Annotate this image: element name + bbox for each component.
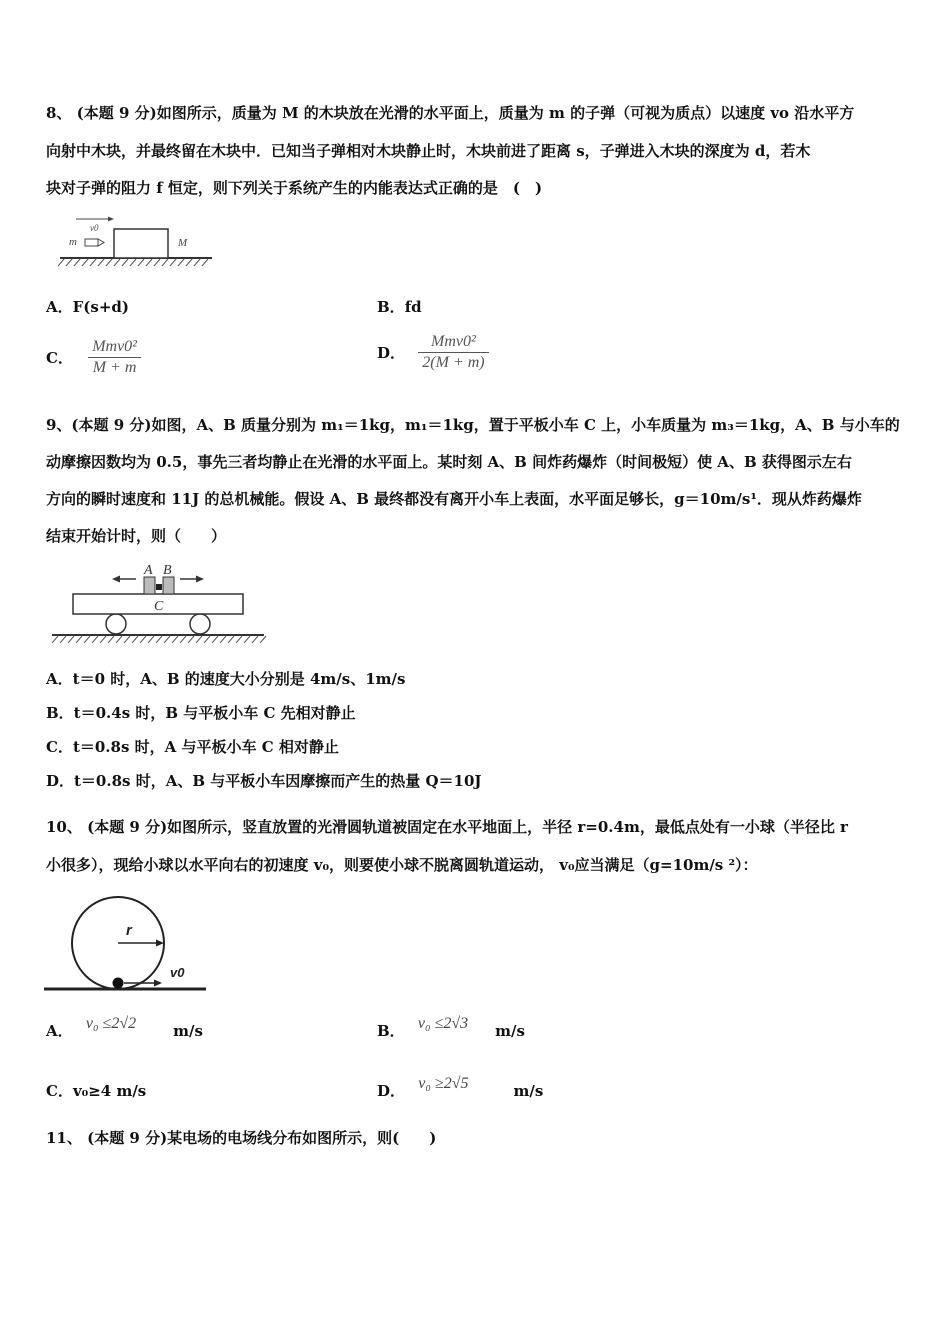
q8-option-a[interactable] <box>46 296 129 317</box>
q9-fig-c-label: C <box>154 599 164 614</box>
q10-option-b-unit: m/s <box>495 1022 525 1040</box>
q10-option-d-label: D． <box>377 1082 406 1100</box>
q10-option-a-math: v₀ ≤2√2 <box>85 1015 137 1032</box>
q8-line-3: 块对子弹的阻力 f 恒定，则下列关于系统产生的内能表达式正确的是 ( ) <box>46 179 543 197</box>
q9-fig-b-label: B <box>163 563 172 578</box>
bullet <box>85 239 98 246</box>
q10-option-a-unit: m/s <box>173 1022 203 1040</box>
q8-option-d-fraction <box>418 332 488 373</box>
q8-fig-m-label: m <box>69 236 77 248</box>
q10-option-d-math: v₀ ≥2√5 <box>418 1075 469 1092</box>
cart-wheel-left <box>106 614 126 634</box>
q9-line-4: 结束开始计时，则（ ） <box>46 527 227 545</box>
q8-option-d-numerator: Mmv0² <box>418 332 488 353</box>
block-a <box>144 577 155 594</box>
q9-option-b[interactable]: B．t＝0.4s 时，B 与平板小车 C 先相对静止 <box>46 704 356 722</box>
q8-option-b-label: B． <box>377 298 405 316</box>
wooden-block <box>114 229 168 258</box>
q11-line-1: 11、 (本题 9 分)某电场的电场线分布如图所示，则( ) <box>46 1129 437 1147</box>
q10-line-2: 小很多），现给小球以水平向右的初速度 v₀，则要使小球不脱离圆轨道运动， v₀应当满足（g=10m/s ²）： <box>46 856 758 874</box>
q8-option-c-denominator: M + m <box>92 359 137 376</box>
q8-line-1: 8、 (本题 9 分)如图所示，质量为 M 的木块放在光滑的水平面上，质量为 m 的子弹（可视为质点）以速度 vo 沿水平方 <box>46 104 855 122</box>
q8-block-bullet-figure <box>58 212 218 270</box>
q8-option-c-fraction <box>88 337 141 378</box>
q9-line-3: 方向的瞬时速度和 11J 的总机械能。假设 A、B 最终都没有离开小车上表面，水平面足够长，g＝10m/s¹．现从炸药爆炸 <box>46 490 862 508</box>
q10-line-1: 10、 (本题 9 分)如图所示，竖直放置的光滑圆轨道被固定在水平地面上，半径 r=0.4m，最低点处有一小球（半径比 r <box>46 818 848 836</box>
q10-fig-v0-label: v0 <box>170 965 185 980</box>
q8-option-a-text: F(s+d) <box>72 298 129 316</box>
q9-option-c[interactable]: C．t＝0.8s 时，A 与平板小车 C 相对静止 <box>46 738 339 756</box>
q9-option-a[interactable]: A．t＝0 时，A、B 的速度大小分别是 4m/s、1m/s <box>46 670 406 688</box>
q9-line-2: 动摩擦因数均为 0.5，事先三者均静止在光滑的水平面上。某时刻 A、B 间炸药爆炸（时间极短）使 A、B 获得图示左右 <box>46 453 852 471</box>
q8-option-d-denominator: 2(M + m) <box>422 354 485 371</box>
q10-circular-track-figure <box>44 893 210 997</box>
velocity-arrow-icon <box>108 217 114 222</box>
q10-option-c[interactable]: C．v₀≥4 m/s <box>46 1082 147 1100</box>
q9-option-d[interactable]: D．t＝0.8s 时，A、B 与平板小车因摩擦而产生的热量 Q＝10J <box>46 772 482 790</box>
q8-option-c-label: C． <box>46 349 73 367</box>
block-b <box>163 577 174 594</box>
q10-option-a[interactable] <box>46 1015 203 1041</box>
q9-fig-a-label: A <box>144 563 153 578</box>
q8-option-c-numerator: Mmv0² <box>88 337 141 358</box>
q10-option-b[interactable] <box>377 1015 525 1041</box>
q8-option-b-text: fd <box>404 298 422 316</box>
q10-option-d[interactable] <box>377 1075 544 1101</box>
q10-option-b-math: v₀ ≤2√3 <box>417 1015 469 1032</box>
cart-wheel-right <box>190 614 210 634</box>
q10-option-a-label: A． <box>46 1022 73 1040</box>
q8-line-2: 向射中木块，并最终留在木块中．已知当子弹相对木块静止时，木块前进了距离 s，子弹进入木块的深度为 d，若木 <box>46 142 811 160</box>
right-arrow-icon <box>196 576 204 583</box>
q8-option-c[interactable] <box>46 337 141 378</box>
q10-option-b-label: B． <box>377 1022 405 1040</box>
q9-cart-figure <box>50 557 268 647</box>
q8-fig-v0-label: v0 <box>90 223 99 233</box>
small-ball <box>113 978 124 989</box>
velocity-arrow-icon <box>154 980 162 987</box>
q8-fig-M-label: M <box>178 237 188 249</box>
explosive <box>156 584 162 590</box>
q8-option-b[interactable] <box>377 296 422 317</box>
left-arrow-icon <box>112 576 120 583</box>
q10-option-d-unit: m/s <box>513 1082 544 1100</box>
q8-option-d-label: D． <box>377 344 406 362</box>
q9-line-1: 9、(本题 9 分)如图，A、B 质量分别为 m₁＝1kg，m₁＝1kg，置于平板小车 C 上，小车质量为 m₃＝1kg，A、B 与小车的 <box>46 416 900 434</box>
q8-option-a-label: A． <box>46 298 73 316</box>
q8-option-d[interactable] <box>377 332 489 373</box>
q10-fig-r-label: r <box>126 922 132 939</box>
